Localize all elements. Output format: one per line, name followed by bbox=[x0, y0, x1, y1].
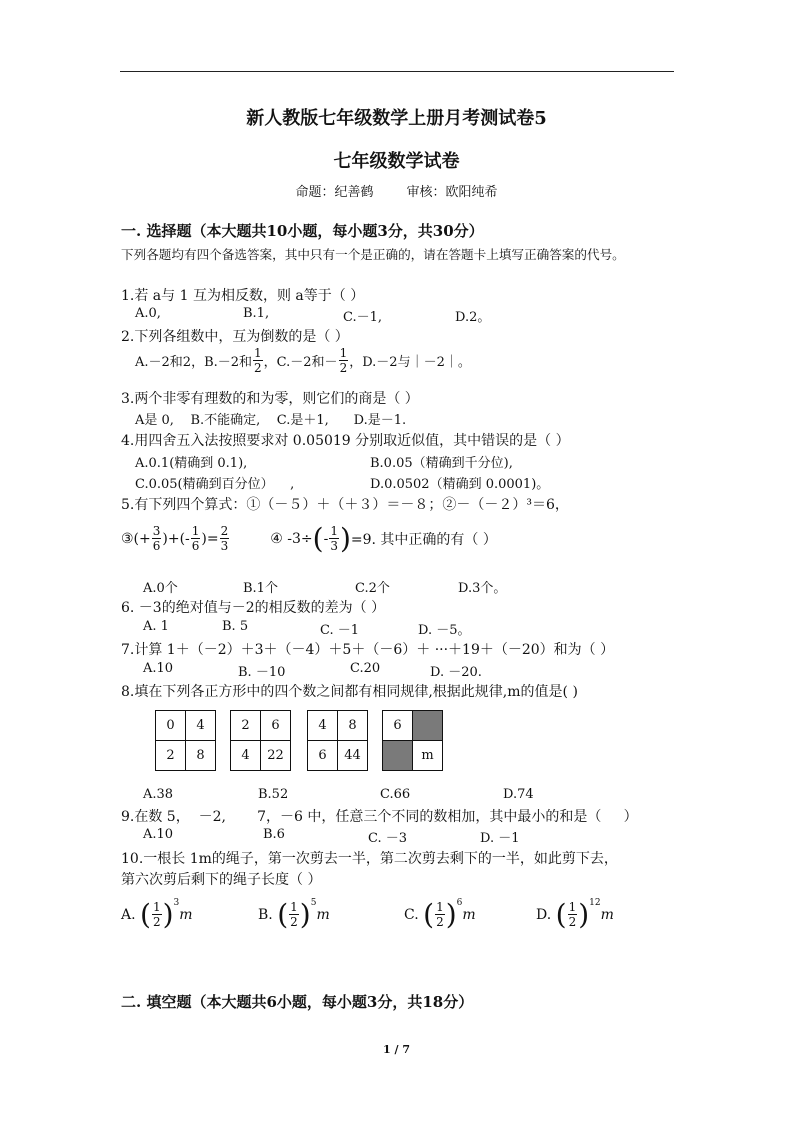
q10-line1: 10.一根长 1m的绳子，第一次剪去一半，第二次剪去剩下的一半，如此剪下去， bbox=[121, 851, 618, 867]
q8-square-2-cell: 2 bbox=[231, 711, 261, 741]
q5-expr-3b: )+(- bbox=[162, 530, 190, 547]
q8-square-4-shaded-cell bbox=[383, 741, 413, 771]
q7-stem: 7.计算 1＋（－2）＋3＋（－4）＋5＋（－6）＋ ···＋19＋（－20）和为（ ） bbox=[121, 642, 615, 658]
q4-option-c: C.0.05(精确到百分位） , bbox=[135, 477, 295, 492]
q5-fraction-1: $\frac{3}{6}$ bbox=[152, 524, 161, 553]
q5-expr-4b: =9. 其中正确的有（ ） bbox=[350, 531, 497, 548]
q10-line2: 第六次剪后剩下的绳子长度（ ） bbox=[121, 872, 322, 888]
q1-stem: 1.若 a与 1 互为相反数，则 a等于（ ） bbox=[121, 288, 365, 304]
section1-instruction: 下列各题均有四个备选答案，其中只有一个是正确的，请在答题卡上填写正确答案的代号。 bbox=[121, 247, 625, 262]
q10-option-a-exponent: 3 bbox=[173, 898, 180, 908]
q10-option-b: B. ( $\frac{1}{2}$ ) 5 m bbox=[258, 898, 330, 931]
section1-heading: 一. 选择题（本大题共10小题，每小题3分，共30分） bbox=[121, 222, 484, 240]
q2-fraction-1: $\frac{1}{2}$ bbox=[254, 346, 262, 375]
q8-square-4-cell: m bbox=[413, 741, 443, 771]
q5-stem: 5.有下列四个算式：①（－５）＋（＋３）＝－８；②－（－２）³＝6， bbox=[121, 497, 569, 513]
q8-square-3-cell: 44 bbox=[338, 741, 368, 771]
q7-option-c: C.20 bbox=[350, 661, 381, 676]
q8-square-3 bbox=[307, 710, 368, 771]
q2-options bbox=[135, 346, 471, 375]
q4-option-d: D.0.0502（精确到 0.0001)。 bbox=[370, 477, 550, 492]
q5-option-b: B.1个 bbox=[243, 581, 278, 596]
q6-stem: 6. －3的绝对值与－2的相反数的差为（ ） bbox=[121, 600, 386, 616]
q6-option-c: C. －1 bbox=[320, 623, 360, 638]
q2-fraction-2: $\frac{1}{2}$ bbox=[339, 346, 348, 375]
q3-options: A是 0, B.不能确定, C.是＋1, D.是－1. bbox=[135, 413, 407, 428]
q2-stem: 2.下列各组数中，互为倒数的是（ ） bbox=[121, 329, 349, 345]
q8-square-2-cell: 22 bbox=[261, 741, 291, 771]
q5-expr-3c: )= bbox=[201, 530, 219, 547]
q9-option-d: D. －1 bbox=[480, 831, 520, 846]
q10-option-d-label: D. bbox=[536, 906, 552, 923]
q6-option-a: A. 1 bbox=[143, 619, 169, 634]
author-line: 命题：纪善鹤 审核：欧阳纯希 bbox=[295, 185, 498, 200]
q9-option-a: A.10 bbox=[143, 827, 174, 842]
q8-square-3-cell: 6 bbox=[308, 741, 338, 771]
q8-square-2-cell: 6 bbox=[261, 711, 291, 741]
q10-option-d: D. ( $\frac{1}{2}$ ) 12 m bbox=[536, 898, 614, 931]
q8-square-1-cell: 2 bbox=[156, 741, 186, 771]
q10-option-b-unit: m bbox=[316, 906, 330, 923]
q8-square-2-cell: 4 bbox=[231, 741, 261, 771]
q10-option-b-label: B. bbox=[258, 906, 273, 923]
q4-stem: 4.用四舍五入法按照要求对 0.05019 分别取近似值，其中错误的是（ ） bbox=[121, 433, 570, 449]
q10-option-a-label: A. bbox=[121, 906, 136, 923]
q10-option-a: A. ( $\frac{1}{2}$ ) 3 m bbox=[121, 898, 193, 931]
q8-square-4 bbox=[382, 710, 443, 771]
q7-option-d: D. －20. bbox=[430, 665, 482, 680]
q10-option-c: C. ( $\frac{1}{2}$ ) 6 m bbox=[404, 898, 476, 931]
q1-option-c: C.－1, bbox=[343, 310, 383, 325]
q5-line2: ③(+ $\frac{3}{6}$ )+(- $\frac{1}{6}$ )= $\frac{2}{3}$ ④ -3÷ ( - $\frac{1}{3}$ ) =9. 其中正确的有（ ） bbox=[121, 522, 497, 555]
q4-option-a: A.0.1(精确到 0.1), bbox=[135, 456, 248, 471]
q2-options-part1: A.－2和2，B.－2和 bbox=[135, 355, 253, 370]
q8-square-3-cell: 4 bbox=[308, 711, 338, 741]
q8-square-1-cell: 0 bbox=[156, 711, 186, 741]
q10-option-d-unit: m bbox=[600, 906, 614, 923]
q8-stem: 8.填在下列各正方形中的四个数之间都有相同规律,根据此规律,m的值是( ) bbox=[121, 684, 578, 700]
q9-option-b: B.6 bbox=[263, 827, 285, 842]
q8-square-1-cell: 8 bbox=[186, 741, 216, 771]
q1-option-a: A.0, bbox=[135, 306, 161, 321]
document-title: 新人教版七年级数学上册月考测试卷5 bbox=[246, 108, 547, 129]
q2-options-part3: ，D.－2与｜－2｜。 bbox=[349, 355, 471, 370]
q5-option-a: A.0个 bbox=[143, 581, 178, 596]
q10-option-d-exponent: 12 bbox=[589, 898, 601, 908]
section2-heading: 二. 填空题（本大题共6小题，每小题3分，共18分） bbox=[121, 993, 474, 1011]
page-number: 1 / 7 bbox=[383, 1043, 410, 1056]
q9-option-c: C. －3 bbox=[368, 831, 408, 846]
q1-option-b: B.1, bbox=[243, 306, 270, 321]
q10-option-c-unit: m bbox=[462, 906, 476, 923]
q2-options-part2: ，C.－2和－ bbox=[263, 355, 338, 370]
q10-option-b-exponent: 5 bbox=[310, 898, 317, 908]
q8-option-a: A.38 bbox=[143, 787, 174, 802]
q8-square-3-cell: 8 bbox=[338, 711, 368, 741]
q5-fraction-3: $\frac{2}{3}$ bbox=[220, 524, 229, 553]
document-subtitle: 七年级数学试卷 bbox=[333, 151, 460, 172]
q6-option-b: B. 5 bbox=[222, 619, 249, 634]
q7-option-b: B. －10 bbox=[238, 665, 286, 680]
q8-square-4-shaded-cell bbox=[413, 711, 443, 741]
q5-expr-3a: ③(+ bbox=[121, 530, 151, 547]
q8-square-1-cell: 4 bbox=[186, 711, 216, 741]
q8-square-1 bbox=[155, 710, 216, 771]
q3-stem: 3.两个非零有理数的和为零，则它们的商是（ ） bbox=[121, 391, 419, 407]
q5-option-c: C.2个 bbox=[355, 581, 390, 596]
q10-option-c-label: C. bbox=[404, 906, 419, 923]
q8-option-d: D.74 bbox=[503, 787, 534, 802]
top-rule bbox=[120, 71, 674, 72]
q8-option-b: B.52 bbox=[258, 787, 289, 802]
q8-option-c: C.66 bbox=[380, 787, 411, 802]
q10-option-a-unit: m bbox=[179, 906, 193, 923]
q7-option-a: A.10 bbox=[143, 661, 174, 676]
q5-expr-4a: ④ -3÷ bbox=[270, 530, 313, 547]
q4-option-b: B.0.05（精确到千分位), bbox=[370, 456, 513, 471]
q5-option-d: D.3个。 bbox=[458, 581, 507, 596]
q8-square-4-cell: 6 bbox=[383, 711, 413, 741]
q1-option-d: D.2。 bbox=[455, 310, 491, 325]
q9-stem: 9.在数 5， －2, 7，－6 中，任意三个不同的数相加，其中最小的和是（ ） bbox=[121, 809, 638, 825]
q10-option-c-exponent: 6 bbox=[456, 898, 463, 908]
q5-fraction-4: $\frac{1}{3}$ bbox=[330, 524, 338, 553]
q5-fraction-2: $\frac{1}{6}$ bbox=[191, 524, 200, 553]
q6-option-d: D. －5。 bbox=[418, 623, 471, 638]
q8-square-2 bbox=[230, 710, 291, 771]
